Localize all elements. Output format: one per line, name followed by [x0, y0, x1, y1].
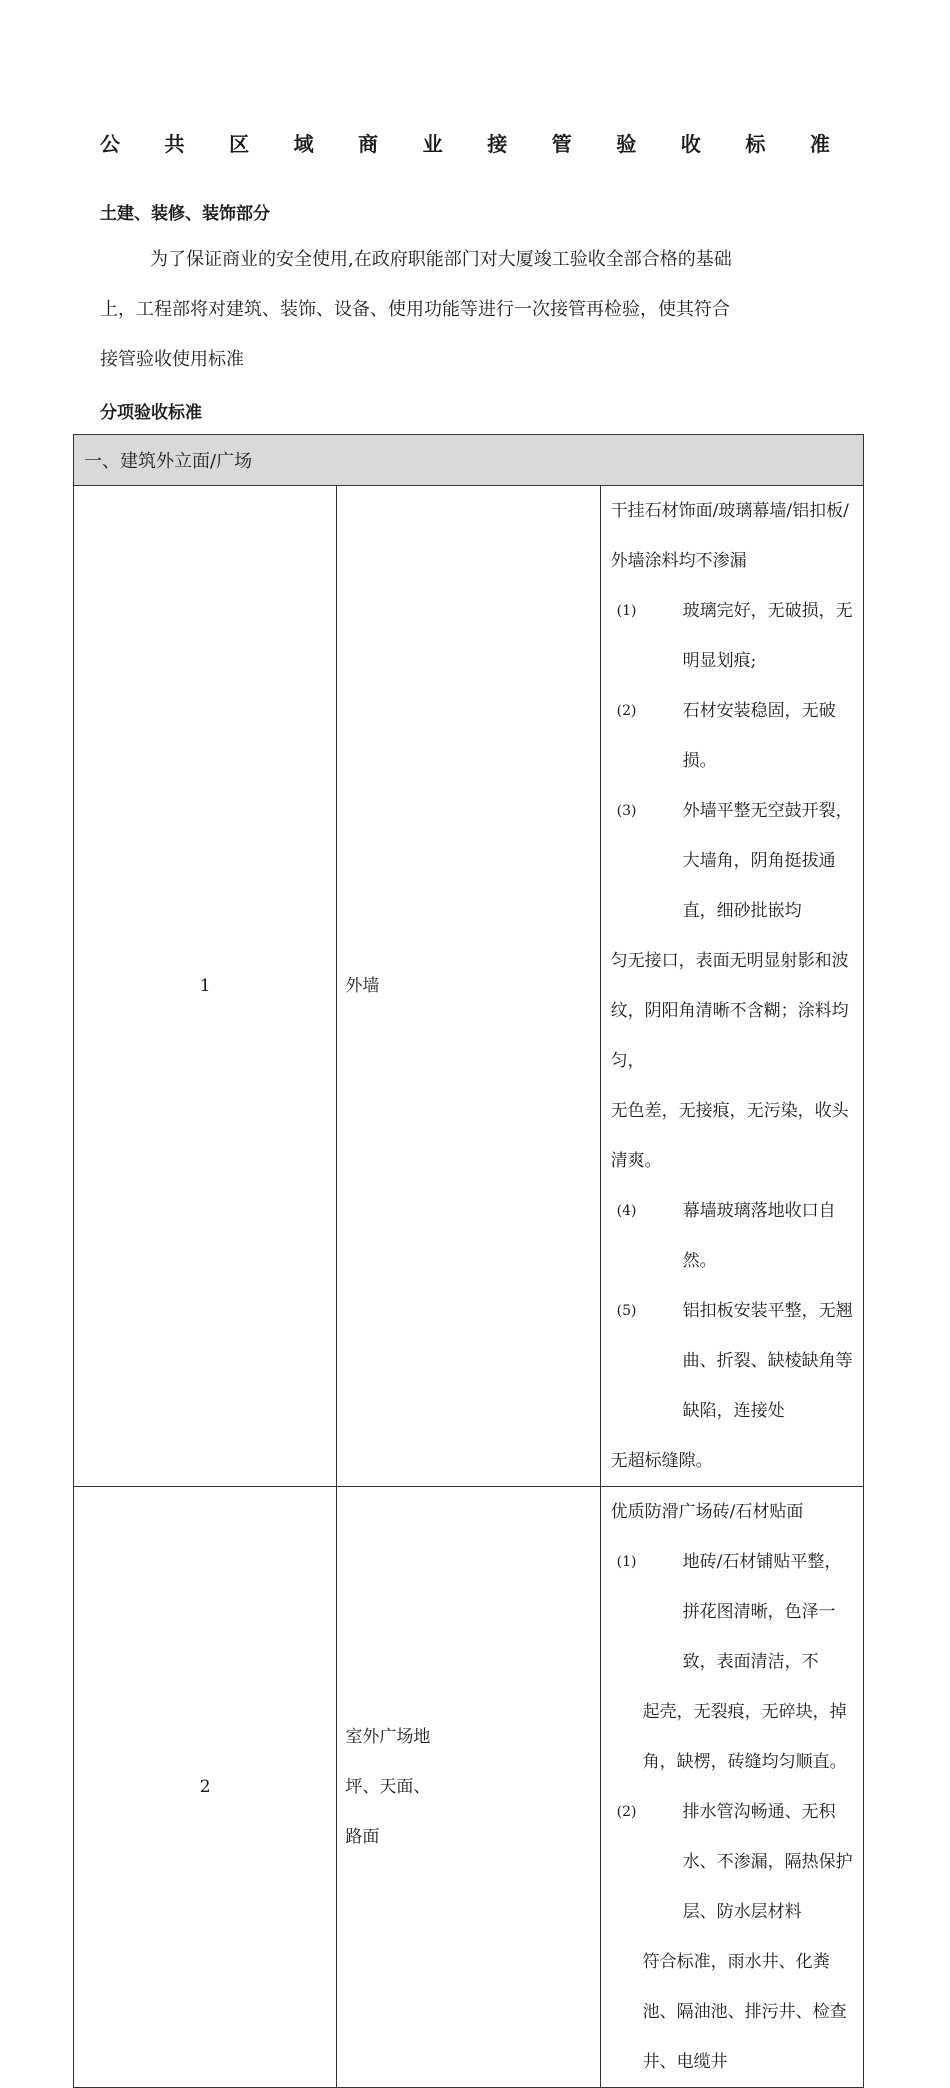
- list-item: [611, 1537, 855, 1787]
- item-text: 玻璃完好，无破损，无明显划痕;: [682, 601, 853, 671]
- row-number: 1: [74, 486, 337, 1487]
- title-char: 业: [422, 132, 443, 156]
- row-number: 2: [74, 1487, 337, 2088]
- item-marker: (5): [616, 1303, 637, 1319]
- list-item: [611, 586, 855, 686]
- list-item: [611, 1286, 855, 1436]
- item-marker: (2): [616, 703, 637, 719]
- item-text: 外墙平整无空鼓开裂，大墙角，阴角挺拔通直，细砂批嵌均: [682, 801, 853, 921]
- table-row: [74, 1487, 864, 2088]
- section-heading-standards: 分项验收标准: [100, 403, 202, 423]
- item-marker: (1): [616, 603, 637, 619]
- table-section-row: [74, 435, 864, 486]
- intro-line: 上，工程部将对建筑、装饰、设备、使用功能等进行一次接管再检验，使其符合: [100, 299, 730, 320]
- page-title: [100, 128, 830, 157]
- row-content: [600, 486, 863, 1487]
- item-marker: (3): [616, 803, 637, 819]
- table-row: [74, 486, 864, 1487]
- intro-line: 为了保证商业的安全使用,在政府职能部门对大厦竣工验收全部合格的基础: [150, 249, 732, 270]
- list-item: [611, 1186, 855, 1286]
- title-char: 商: [358, 132, 379, 156]
- list-item: [611, 686, 855, 786]
- content-heading: 优质防滑广场砖/石材贴面: [610, 1502, 804, 1522]
- intro-line: 接管验收使用标准: [100, 349, 244, 370]
- intro-paragraph: [100, 235, 840, 385]
- title-char: 域: [293, 132, 314, 156]
- item-text-continued: 符合标准，雨水井、化粪池、隔油池、排污井、检查井、电缆井: [642, 1952, 847, 2072]
- item-marker: (2): [616, 1804, 637, 1820]
- list-item: [611, 786, 855, 936]
- item-name-line: 路面: [345, 1827, 380, 1847]
- section-cell: 一、建筑外立面/广场: [74, 435, 864, 486]
- title-char: 管: [551, 132, 572, 156]
- title-char: 共: [164, 132, 185, 156]
- title-char: 验: [616, 132, 637, 156]
- item-text: 石材安装稳固，无破损。: [682, 701, 836, 771]
- title-char: 接: [487, 132, 508, 156]
- item-name-line: 坪、天面、: [345, 1777, 431, 1797]
- title-char: 准: [809, 132, 830, 156]
- row-item-name: 外墙: [337, 486, 600, 1487]
- acceptance-table: [73, 434, 864, 2088]
- item-text: 铝扣板安装平整，无翘曲、折裂、缺棱缺角等缺陷，连接处: [682, 1301, 853, 1421]
- title-char: 区: [229, 132, 250, 156]
- title-char: 收: [680, 132, 701, 156]
- item-text-continued: 匀无接口，表面无明显射影和波纹，阴阳角清晰不含糊；涂料均匀，: [610, 951, 849, 1071]
- row-content: [600, 1487, 863, 2088]
- title-char: 公: [100, 132, 120, 156]
- title-char: 标: [745, 132, 766, 156]
- section-heading-civil: 土建、装修、装饰部分: [100, 204, 270, 224]
- item-marker: (4): [616, 1203, 637, 1219]
- item-marker: (1): [616, 1554, 637, 1570]
- list-item: [611, 1787, 855, 2087]
- item-text-continued: 无超标缝隙。: [610, 1451, 713, 1471]
- item-text: 幕墙玻璃落地收口自然。: [682, 1201, 836, 1271]
- item-text-continued: 起壳，无裂痕，无碎块，掉角，缺楞，砖缝均匀顺直。: [642, 1702, 847, 1772]
- row-item-name: [337, 1487, 600, 2088]
- item-text: 地砖/石材铺贴平整，拼花图清晰，色泽一致，表面清洁，不: [682, 1552, 842, 1672]
- item-text: 排水管沟畅通、无积水、不渗漏，隔热保护层、防水层材料: [682, 1802, 853, 1922]
- content-heading: 干挂石材饰面/玻璃幕墙/铝扣板/外墙涂料均不渗漏: [610, 501, 849, 571]
- item-text-continued: 无色差，无接痕，无污染，收头清爽。: [610, 1101, 849, 1171]
- item-name-line: 室外广场地: [345, 1727, 431, 1747]
